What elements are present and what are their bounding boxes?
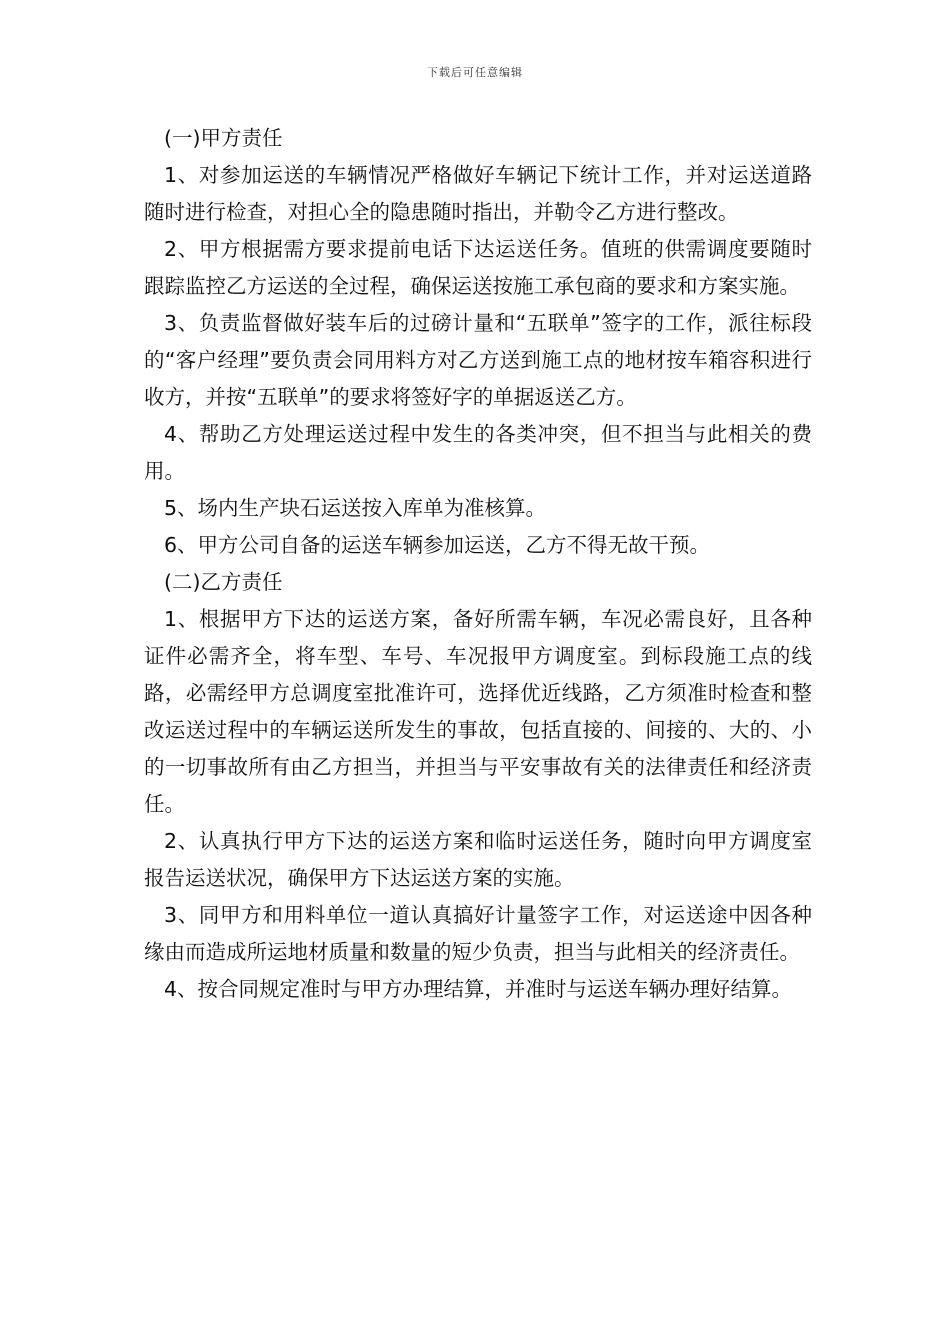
paragraph: 4、帮助乙方处理运送过程中发生的各类冲突，但不担当与此相关的费用。 [144, 422, 812, 483]
paragraph: 2、甲方根据需方要求提前电话下达运送任务。值班的供需调度要随时跟踪监控乙方运送的全过程，确保运送按施工承包商的要求和方案实施。 [144, 237, 812, 298]
document-body [144, 120, 812, 1008]
paragraph: 3、同甲方和用料单位一道认真搞好计量签字工作，对运送途中因各种缘由而造成所运地材质量和数量的短少负责，担当与此相关的经济责任。 [144, 903, 812, 964]
page-header: 下载后可任意编辑 [427, 66, 523, 79]
paragraph: 5、场内生产块石运送按入库单为准核算。 [164, 496, 547, 520]
paragraph: 1、对参加运送的车辆情况严格做好车辆记下统计工作，并对运送道路随时进行检查，对担心全的隐患随时指出，并勒令乙方进行整改。 [144, 163, 812, 224]
paragraph: 2、认真执行甲方下达的运送方案和临时运送任务，随时向甲方调度室报告运送状况，确保甲方下达运送方案的实施。 [144, 829, 812, 890]
paragraph: 4、按合同规定准时与甲方办理结算，并准时与运送车辆办理好结算。 [164, 977, 793, 1001]
paragraph: 1、根据甲方下达的运送方案，备好所需车辆，车况必需良好，且各种证件必需齐全，将车型、车号、车况报甲方调度室。到标段施工点的线路，必需经甲方总调度室批准许可，选择优近线路，乙方须准时检查和整改运送过程中的车辆运送所发生的事故，包括直接的、间接的、大的、小的一切事故所有由乙方担当，并担当与平安事故有关的法律责任和经济责任。 [144, 607, 812, 816]
paragraph: 6、甲方公司自备的运送车辆参加运送，乙方不得无故干预。 [164, 533, 711, 557]
paragraph: 3、负责监督做好装车后的过磅计量和“五联单”签字的工作，派往标段的“客户经理”要负责会同用料方对乙方送到施工点的地材按车箱容积进行收方，并按“五联单”的要求将签好字的单据返送乙方。 [144, 311, 812, 409]
section-heading-party-b: (二)乙方责任 [164, 570, 283, 594]
section-heading-party-a: (一)甲方责任 [164, 126, 283, 150]
